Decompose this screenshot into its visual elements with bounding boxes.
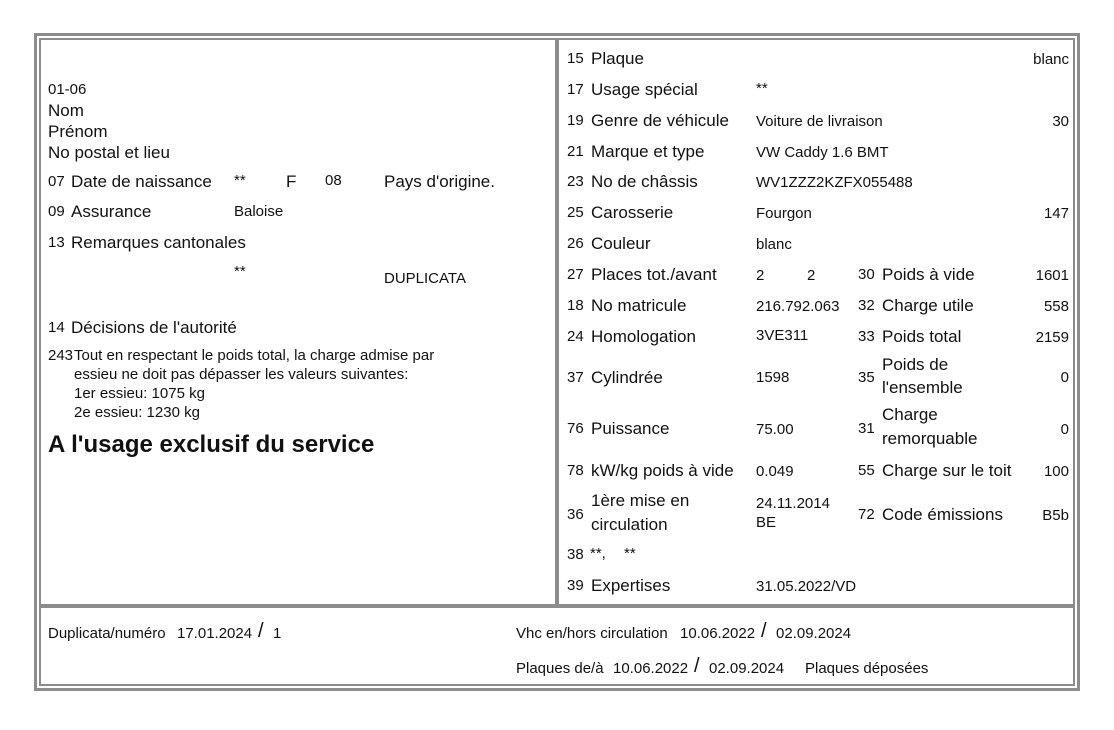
origin-num: 08 <box>325 172 342 189</box>
remarks-label: Remarques cantonales <box>71 233 246 252</box>
genre-label: Genre de véhicule <box>591 111 729 130</box>
insurance-label: Assurance <box>71 202 152 221</box>
plaques-slash: / <box>694 655 700 677</box>
expertises-label: Expertises <box>591 576 671 595</box>
remarks-num: 13 <box>48 234 65 251</box>
kwkg-num: 78 <box>567 462 584 479</box>
genre-extra: 30 <box>1052 113 1069 130</box>
remarks-value: ** <box>234 263 246 280</box>
decision-line-2: essieu ne doit pas dépasser les valeurs suivantes: <box>74 366 409 383</box>
poids-total-value: 2159 <box>1035 329 1069 346</box>
kwkg-value: 0.049 <box>756 463 794 480</box>
charge-utile-label: Charge utile <box>882 296 974 315</box>
plaque-num: 15 <box>567 50 584 67</box>
places-avant: 2 <box>807 267 816 284</box>
plaque-value: blanc <box>1033 51 1069 68</box>
poids-vide-num: 30 <box>858 266 875 283</box>
decisions-label: Décisions de l'autorité <box>71 318 237 337</box>
chassis-label: No de châssis <box>591 172 698 191</box>
insurance-value: Baloise <box>234 203 284 220</box>
plaques-status: Plaques déposées <box>805 660 929 677</box>
duplicata-number: 1 <box>273 625 282 642</box>
places-num: 27 <box>567 266 584 283</box>
r38-value-2: ** <box>624 545 636 562</box>
birth-label: Date de naissance <box>71 172 212 191</box>
decision-line-3: 1er essieu: 1075 kg <box>74 385 205 402</box>
origin-label: Pays d'origine. <box>384 172 495 191</box>
prenom-label: Prénom <box>48 122 108 141</box>
mise-date: 24.11.2014 <box>756 495 830 512</box>
emissions-label: Code émissions <box>882 505 1003 524</box>
couleur-value: blanc <box>756 236 792 253</box>
usage-label: Usage spécial <box>591 80 698 99</box>
puissance-value: 75.00 <box>756 421 794 438</box>
charge-toit-label: Charge sur le toit <box>882 461 1012 480</box>
plaque-label: Plaque <box>591 49 644 68</box>
usage-value: ** <box>756 80 768 97</box>
postal-label: No postal et lieu <box>48 143 170 162</box>
genre-value: Voiture de livraison <box>756 113 883 130</box>
expertises-num: 39 <box>567 577 584 594</box>
vhc-label: Vhc en/hors circulation <box>516 625 668 642</box>
puissance-num: 76 <box>567 420 584 437</box>
chassis-num: 23 <box>567 173 584 190</box>
vhc-to: 02.09.2024 <box>776 625 852 642</box>
marque-value: VW Caddy 1.6 BMT <box>756 144 889 161</box>
puissance-label: Puissance <box>591 419 670 438</box>
duplicata-slash: / <box>258 620 264 642</box>
poids-vide-label: Poids à vide <box>882 265 975 284</box>
couleur-num: 26 <box>567 235 584 252</box>
carosserie-extra: 147 <box>1043 205 1069 222</box>
charge-remorquable-value: 0 <box>1060 421 1069 438</box>
cylindree-num: 37 <box>567 369 584 386</box>
marque-num: 21 <box>567 143 584 160</box>
couleur-label: Couleur <box>591 234 651 253</box>
charge-remorquable-label-1: Charge <box>882 405 938 424</box>
duplicata-date: 17.01.2024 <box>177 625 253 642</box>
exclusive-use-heading: A l'usage exclusif du service <box>48 431 375 458</box>
decision-code: 243 <box>48 347 74 364</box>
plaques-to: 02.09.2024 <box>709 660 785 677</box>
charge-toit-value: 100 <box>1043 463 1069 480</box>
duplicata-mark: DUPLICATA <box>384 270 466 287</box>
birth-value: ** <box>234 172 246 189</box>
cylindree-value: 1598 <box>756 369 790 386</box>
usage-num: 17 <box>567 81 584 98</box>
vhc-from: 10.06.2022 <box>680 625 756 642</box>
places-tot: 2 <box>756 267 765 284</box>
insurance-num: 09 <box>48 203 65 220</box>
homologation-value: 3VE311 <box>756 327 809 344</box>
birth-num: 07 <box>48 173 65 190</box>
r38-value-1: **, <box>590 545 606 562</box>
decision-line-1: Tout en respectant le poids total, la charge admise par <box>74 347 435 364</box>
vhc-slash: / <box>761 620 767 642</box>
mise-label-1: 1ère mise en <box>591 491 690 510</box>
matricule-value: 216.792.063 <box>756 298 840 315</box>
places-label: Places tot./avant <box>591 265 717 284</box>
sex-value: F <box>286 172 297 191</box>
decisions-num: 14 <box>48 319 65 336</box>
carosserie-label: Carosserie <box>591 203 674 222</box>
decision-line-4: 2e essieu: 1230 kg <box>74 404 200 421</box>
cylindree-label: Cylindrée <box>591 368 663 387</box>
genre-num: 19 <box>567 112 584 129</box>
id-code: 01-06 <box>48 81 87 98</box>
plaques-from: 10.06.2022 <box>613 660 689 677</box>
nom-label: Nom <box>48 101 84 120</box>
expertises-value: 31.05.2022/VD <box>756 578 857 595</box>
charge-remorquable-label-2: remorquable <box>882 429 978 448</box>
poids-ensemble-value: 0 <box>1060 369 1069 386</box>
emissions-num: 72 <box>858 506 875 523</box>
carosserie-value: Fourgon <box>756 205 812 222</box>
charge-utile-value: 558 <box>1043 298 1069 315</box>
kwkg-label: kW/kg poids à vide <box>591 461 734 480</box>
marque-label: Marque et type <box>591 142 705 161</box>
matricule-label: No matricule <box>591 296 687 315</box>
poids-ensemble-label-1: Poids de <box>882 355 949 374</box>
charge-utile-num: 32 <box>858 297 875 314</box>
charge-remorquable-num: 31 <box>858 420 875 437</box>
plaques-label: Plaques de/à <box>516 660 604 677</box>
matricule-num: 18 <box>567 297 584 314</box>
charge-toit-num: 55 <box>858 462 875 479</box>
poids-vide-value: 1601 <box>1035 267 1069 284</box>
carosserie-num: 25 <box>567 204 584 221</box>
duplicata-label: Duplicata/numéro <box>48 625 166 642</box>
homologation-num: 24 <box>567 328 584 345</box>
emissions-value: B5b <box>1042 507 1069 524</box>
poids-total-num: 33 <box>858 328 875 345</box>
r38-num: 38 <box>567 546 584 563</box>
poids-ensemble-num: 35 <box>858 369 875 386</box>
chassis-value: WV1ZZZ2KZFX055488 <box>756 174 913 191</box>
mise-num: 36 <box>567 506 584 523</box>
mise-label-2: circulation <box>591 515 668 534</box>
poids-total-label: Poids total <box>882 327 962 346</box>
poids-ensemble-label-2: l'ensemble <box>882 378 963 397</box>
mise-canton: BE <box>756 514 777 531</box>
homologation-label: Homologation <box>591 327 696 346</box>
